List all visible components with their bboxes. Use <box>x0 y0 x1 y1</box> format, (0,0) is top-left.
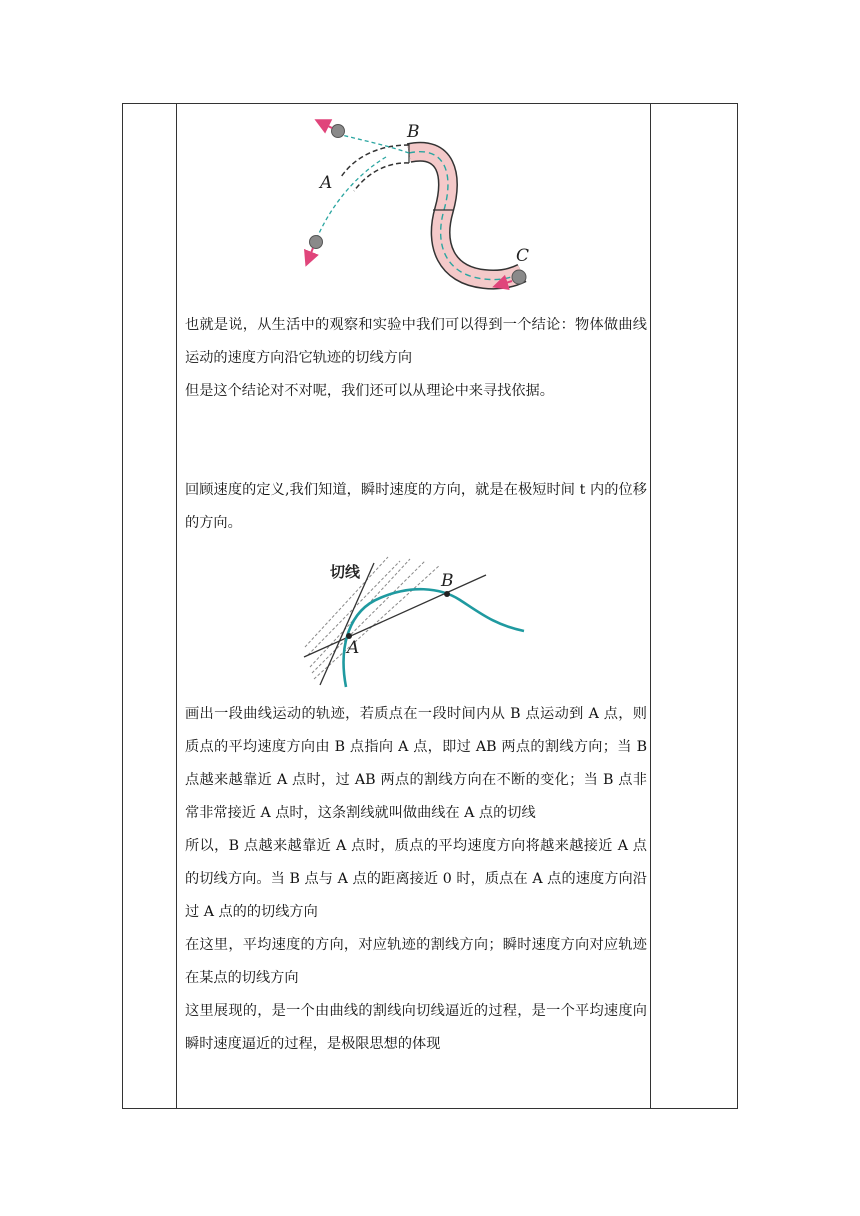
trajectory-curve <box>344 589 524 687</box>
paragraph-conclusion: 也就是说，从生活中的观察和实验中我们可以得到一个结论：物体做曲线运动的速度方向沿它轨迹的切线方向 <box>185 317 647 366</box>
column-divider-right <box>650 104 651 1108</box>
track-band <box>409 152 522 280</box>
secant-line <box>304 575 486 657</box>
label-c: C <box>516 246 530 266</box>
paragraph-velocity-definition: 回顾速度的定义,我们知道，瞬时速度的方向，就是在极短时间 t 内的位移的方向。 <box>185 482 647 531</box>
ball-top <box>332 125 345 138</box>
explanation-block <box>185 698 647 1061</box>
label-tangent: 切线 <box>330 563 361 581</box>
paragraph-limit-idea: 这里展现的，是一个由曲线的割线向切线逼近的过程，是一个平均速度向瞬时速度逼近的过程，是极限思想的体现 <box>185 1003 647 1052</box>
ball-left <box>310 236 323 249</box>
paragraph-question: 但是这个结论对不对呢，我们还可以从理论中来寻找依据。 <box>185 383 554 399</box>
label-point-b: B <box>441 571 454 591</box>
point-b <box>444 591 450 597</box>
label-a: A <box>320 173 333 193</box>
content-cell <box>176 103 650 1109</box>
paragraph-secant: 画出一段曲线运动的轨迹，若质点在一段时间内从 B 点运动到 A 点，则质点的平均速度方向由 B 点指向 A 点，即过 AB 两点的割线方向；当 B 点越来越靠近 A 点时，过 AB 两点的割线方向在不断的变化；当 B 点非常非常接近 A 点时，这条割线就叫做曲线在 A 点的切线 <box>185 706 647 821</box>
paragraph-correspondence: 在这里，平均速度的方向，对应轨迹的割线方向；瞬时速度方向对应轨迹在某点的切线方向 <box>185 937 647 986</box>
label-point-a: A <box>347 638 360 658</box>
curved-track-figure <box>296 115 536 303</box>
ball-track <box>512 270 526 284</box>
tangent-line <box>320 563 374 685</box>
tangent-diagram <box>300 555 526 689</box>
paragraph-approach: 所以，B 点越来越靠近 A 点时，质点的平均速度方向将越来越接近 A 点的切线方向。当 B 点与 A 点的距离接近 0 时，质点在 A 点的速度方向沿过 A 点的的切线方向 <box>185 838 647 920</box>
label-b: B <box>407 122 420 142</box>
